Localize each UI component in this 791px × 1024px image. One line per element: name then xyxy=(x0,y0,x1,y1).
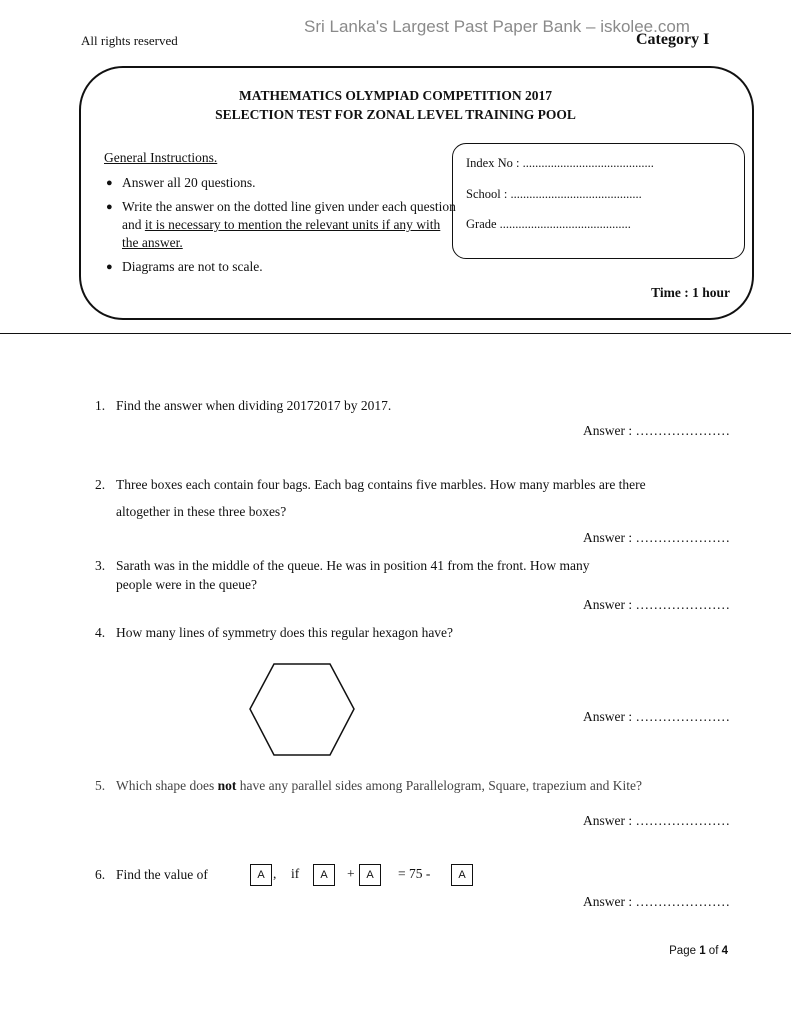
question-number: 6. xyxy=(95,867,106,882)
equals-expression: = 75 - xyxy=(398,866,431,881)
question-1-text: Find the answer when dividing 20172017 by 2017. xyxy=(116,398,392,413)
instructions-heading: General Instructions. xyxy=(104,150,218,165)
answer-line-5[interactable]: Answer : ………………… xyxy=(583,813,730,828)
total-pages: 4 xyxy=(721,945,728,957)
index-number-field[interactable]: Index No : .......................................... xyxy=(466,156,654,170)
bullet-icon: ● xyxy=(106,177,113,189)
bullet-icon: ● xyxy=(106,261,113,273)
instruction-item xyxy=(106,258,456,276)
answer-line-6[interactable]: Answer : ………………… xyxy=(583,894,730,909)
watermark: Sri Lanka's Largest Past Paper Bank – iskolee.com xyxy=(304,17,690,36)
instruction-underlined: it is necessary to mention the relevant units if any with the answer. xyxy=(122,217,441,250)
category-label: Category I xyxy=(636,31,710,48)
plus-symbol: + xyxy=(347,866,355,881)
page-prefix: Page xyxy=(669,945,700,957)
answer-line-4[interactable]: Answer : ………………… xyxy=(583,709,730,724)
instructions-list xyxy=(106,174,456,282)
comma-symbol: , xyxy=(273,866,277,881)
hexagon-diagram xyxy=(246,662,358,758)
divider-line xyxy=(0,333,791,334)
variable-box: A xyxy=(313,864,335,886)
variable-box: A xyxy=(451,864,473,886)
if-word: if xyxy=(291,866,300,881)
instruction-item xyxy=(106,174,456,192)
current-page: 1 xyxy=(699,945,706,957)
instruction-item xyxy=(106,198,456,252)
school-field[interactable]: School : .......................................... xyxy=(466,187,642,201)
bullet-icon: ● xyxy=(106,201,113,213)
page-of: of xyxy=(705,945,722,957)
question-3-line1: Sarath was in the middle of the queue. He was in position 41 from the front. How many xyxy=(116,558,590,573)
question-number: 1. xyxy=(95,398,106,413)
question-number: 4. xyxy=(95,625,106,640)
answer-line-1[interactable]: Answer : ………………… xyxy=(583,423,730,438)
question-5-text xyxy=(116,777,642,795)
question-4-text: How many lines of symmetry does this regular hexagon have? xyxy=(116,625,454,640)
answer-line-2[interactable]: Answer : ………………… xyxy=(583,530,730,545)
rights-notice: All rights reserved xyxy=(81,33,178,48)
exam-subtitle: SELECTION TEST FOR ZONAL LEVEL TRAINING POOL xyxy=(215,107,576,122)
question-2-line2: altogether in these three boxes? xyxy=(116,504,287,519)
grade-field[interactable]: Grade .......................................... xyxy=(466,217,631,231)
instruction-text: Answer all 20 questions. xyxy=(122,175,256,190)
question-3-line2: people were in the queue? xyxy=(116,577,257,592)
variable-box: A xyxy=(359,864,381,886)
answer-line-3[interactable]: Answer : ………………… xyxy=(583,597,730,612)
question-number: 5. xyxy=(95,778,106,793)
variable-box: A xyxy=(250,864,272,886)
question-5-part: Which shape does xyxy=(116,778,218,793)
instruction-text: Diagrams are not to scale. xyxy=(122,259,263,274)
question-5-emphasis: not xyxy=(217,778,237,793)
exam-title: MATHEMATICS OLYMPIAD COMPETITION 2017 xyxy=(239,88,552,103)
time-allowed: Time : 1 hour xyxy=(651,285,730,300)
question-2-line1: Three boxes each contain four bags. Each bag contains five marbles. How many marbles are there xyxy=(116,477,646,492)
page-number xyxy=(600,945,728,957)
instruction-text xyxy=(122,198,456,252)
question-6-text: Find the value of xyxy=(116,867,208,882)
question-5-part: have any parallel sides among Parallelogram, Square, trapezium and Kite? xyxy=(236,778,642,793)
question-number: 3. xyxy=(95,558,106,573)
question-number: 2. xyxy=(95,477,106,492)
hexagon-shape xyxy=(250,664,354,755)
instruction-part: Write the answer on the dotted line given under each question and xyxy=(122,199,456,232)
